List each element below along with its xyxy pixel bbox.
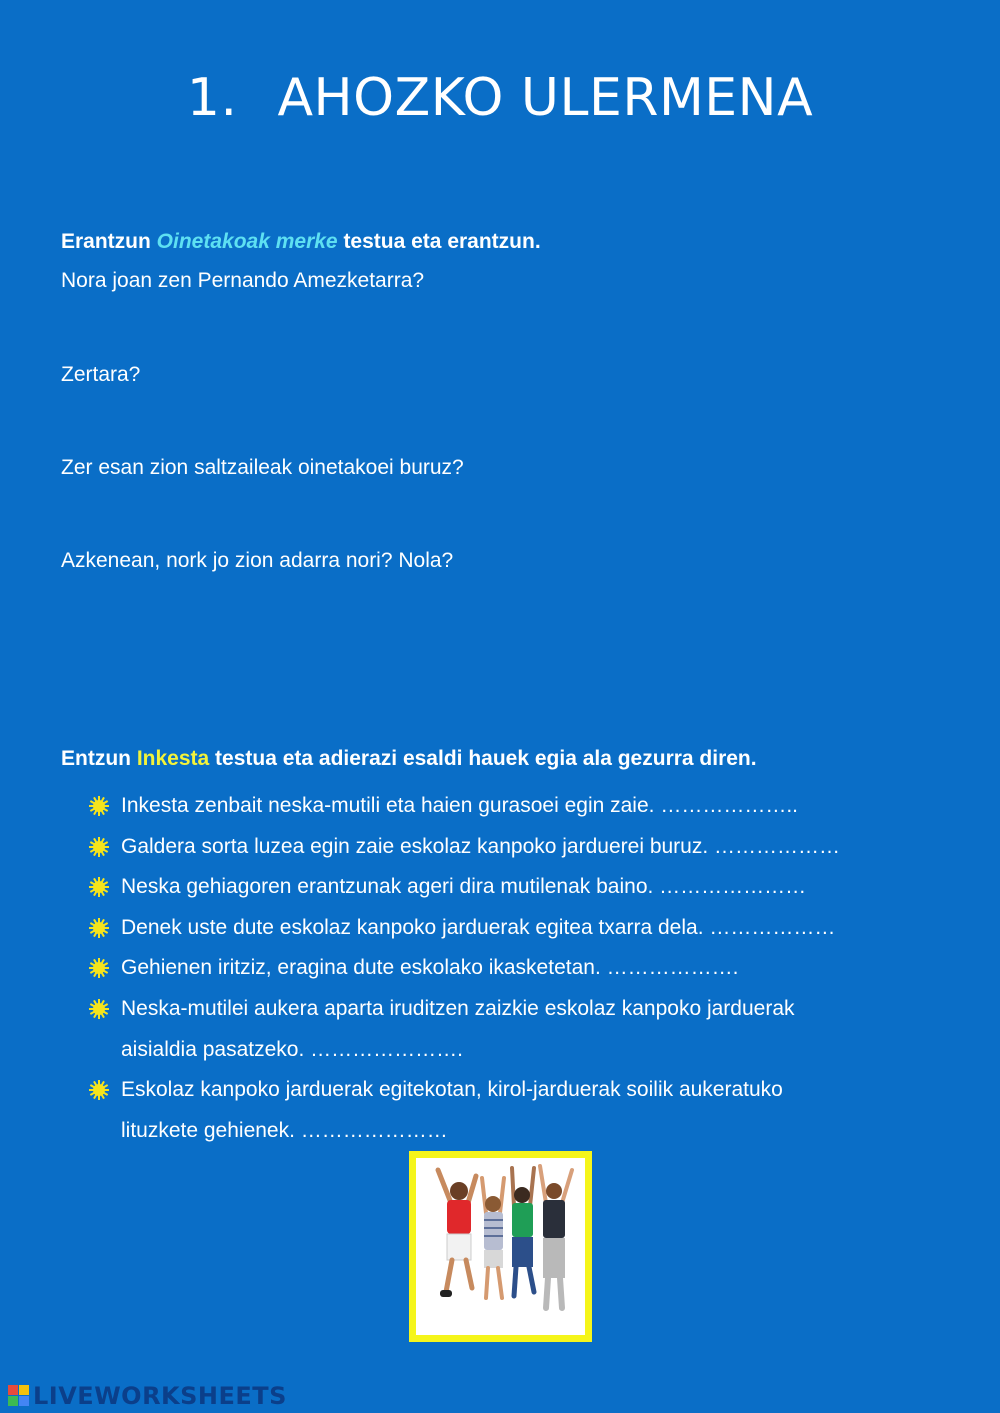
footer-brand <box>8 1382 287 1410</box>
section2-instruction <box>61 746 757 772</box>
statement-text: Denek uste dute eskolaz kanpoko jarduerak egitea txarra dela. ……………… <box>121 915 836 939</box>
text-title-accent: Inkesta <box>136 747 210 770</box>
jumping-kids-photo <box>416 1158 585 1335</box>
liveworksheets-logo-icon <box>8 1385 30 1407</box>
statement-line <box>88 1111 968 1152</box>
statement-line <box>88 948 968 989</box>
statement-line <box>88 908 968 949</box>
jumping-kids-illustration <box>416 1158 585 1335</box>
sun-bullet-icon <box>88 836 110 858</box>
statement-text: Neska gehiagoren erantzunak ageri dira mutilenak baino. ………………… <box>121 875 807 899</box>
question-2: Zertara? <box>61 363 141 386</box>
statement-line <box>88 827 968 868</box>
statement-text: aisialdia pasatzeko. …………………. <box>121 1037 463 1061</box>
statement-line <box>88 989 968 1030</box>
text-title-accent: Oinetakoak merke <box>156 230 338 253</box>
statement-text: Galdera sorta luzea egin zaie eskolaz kanpoko jarduerei buruz. ……………… <box>121 834 841 858</box>
statement-line <box>88 867 968 908</box>
instruction-pre: Entzun <box>61 747 137 770</box>
question-4: Azkenean, nork jo zion adarra nori? Nola? <box>61 549 454 572</box>
section1-instruction <box>61 229 541 255</box>
sun-bullet-icon <box>88 876 110 898</box>
page-title <box>0 68 1000 128</box>
statement-text: lituzkete gehienek. ………………… <box>121 1118 448 1142</box>
statement-line <box>88 1030 968 1071</box>
liveworksheets-wordmark: LIVEWORKSHEETS <box>33 1382 287 1410</box>
title-text: AHOZKO ULERMENA <box>277 68 814 128</box>
title-number: 1. <box>186 68 238 128</box>
statement-text: Gehienen iritziz, eragina dute eskolako ikasketetan. ………………. <box>121 956 739 980</box>
statement-line <box>88 1070 968 1111</box>
sun-bullet-icon <box>88 917 110 939</box>
statement-text: Inkesta zenbait neska-mutili eta haien gurasoei egin zaie. ……………….. <box>121 794 798 817</box>
sun-bullet-icon <box>88 998 110 1020</box>
sun-bullet-icon <box>88 1079 110 1101</box>
photo-frame <box>409 1151 592 1342</box>
sun-bullet-icon <box>88 957 110 979</box>
question-1: Nora joan zen Pernando Amezketarra? <box>61 269 425 292</box>
sun-bullet-icon <box>88 795 110 817</box>
statement-list <box>88 786 968 1151</box>
statement-text: Eskolaz kanpoko jarduerak egitekotan, kirol-jarduerak soilik aukeratuko <box>121 1078 783 1102</box>
instruction-post: testua eta adierazi esaldi hauek egia ala gezurra diren. <box>209 747 757 770</box>
question-3: Zer esan zion saltzaileak oinetakoei buruz? <box>61 456 464 479</box>
instruction-pre: Erantzun <box>61 230 157 253</box>
statement-line <box>88 786 968 827</box>
statement-text: Neska-mutilei aukera aparta iruditzen zaizkie eskolaz kanpoko jarduerak <box>121 996 795 1020</box>
instruction-post: testua eta erantzun. <box>337 230 541 253</box>
